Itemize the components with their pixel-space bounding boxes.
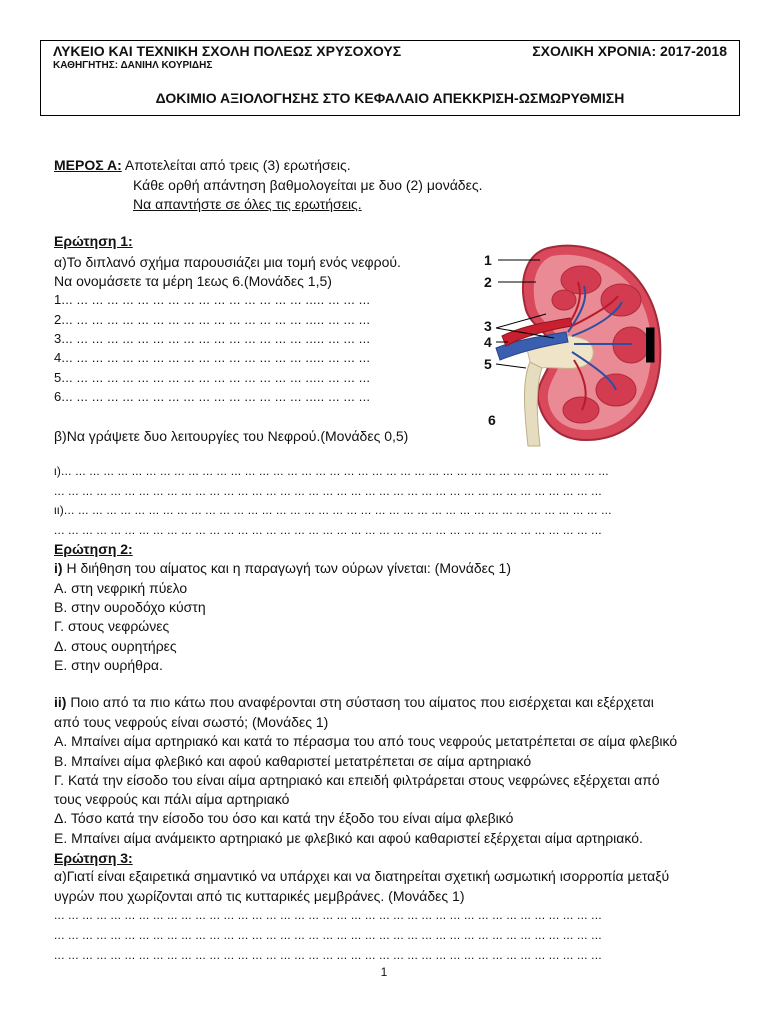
q2-ii-option-d[interactable]: Δ. Τόσο κατά την είσοδο του όσο και κατά την έξοδο του είναι αίμα φλεβικό	[54, 810, 514, 826]
q3-a-line1: α)Γιατί είναι εξαιρετικά σημαντικό να υπάρχει και να διατηρείται σχετική ωσμωτική ισορροπία μεταξύ	[54, 868, 670, 884]
q1-blank-5[interactable]: 5... ... ... ... ... ... ... ... ... ... ... ... ... ... ... ... ..... ... ... ...	[54, 370, 371, 385]
figure-label-5: 5	[484, 356, 492, 372]
school-year: ΣΧΟΛΙΚΗ ΧΡΟΝΙΑ: 2017-2018	[532, 43, 727, 59]
q2-ii-option-c-cont: τους νεφρούς και πάλι αίμα αρτηριακό	[54, 791, 290, 807]
q1-blank-2[interactable]: 2... ... ... ... ... ... ... ... ... ... ... ... ... ... ... ... ..... ... ... ...	[54, 312, 371, 327]
test-title: ΔΟΚΙΜΙΟ ΑΞΙΟΛΟΓΗΣΗΣ ΣΤΟ ΚΕΦΑΛΑΙΟ ΑΠΕΚΚΡΙΣΗ-ΩΣΜΩΡΥΘΜΙΣΗ	[155, 90, 625, 106]
figure-label-2: 2	[484, 274, 492, 290]
q1-blank-4[interactable]: 4... ... ... ... ... ... ... ... ... ... ... ... ... ... ... ... ..... ... ... ...	[54, 350, 371, 365]
q1-b-answer-ii[interactable]: ιι)... ... ... ... ... ... ... ... ... ... ... ... ... ... ... ... ... ... ... ... ... ... ... ... ... ... ... ... ... ... ... ... ... ... ... ... ... ... ...	[54, 503, 612, 517]
q2-ii-option-c[interactable]: Γ. Κατά την είσοδο του είναι αίμα αρτηριακό και επειδή φιλτράρεται στους νεφρώνες εξέρχεται από	[54, 772, 660, 788]
q3-title: Ερώτηση 3:	[54, 850, 133, 866]
q1-b-answer-i[interactable]: ι)... ... ... ... ... ... ... ... ... ... ... ... ... ... ... ... ... ... ... ... ... ... ... ... ... ... ... ... ... ... ... ... ... ... ... ... ... ... ...	[54, 464, 609, 478]
figure-label-3: 3	[484, 318, 492, 334]
part-a-line3: Να απαντήστε σε όλες τις ερωτήσεις.	[133, 196, 362, 212]
q2-ii-question	[54, 694, 654, 710]
q2-i-text: Η διήθηση του αίματος και η παραγωγή των ούρων γίνεται: (Μονάδες 1)	[62, 560, 511, 576]
figure-label-4: 4	[484, 334, 492, 350]
q3-blank-2[interactable]: ... ... ... ... ... ... ... ... ... ... ... ... ... ... ... ... ... ... ... ... ... ... ... ... ... ... ... ... ... ... ... ... ... ... ... ... ... ... ...	[54, 928, 602, 942]
q2-i-option-b[interactable]: Β. στην ουροδόχο κύστη	[54, 599, 206, 615]
q1-blank-6[interactable]: 6... ... ... ... ... ... ... ... ... ... ... ... ... ... ... ... ..... ... ... ...	[54, 389, 371, 404]
q1-a-line2: Να ονομάσετε τα μέρη 1εως 6.(Μονάδες 1,5)	[54, 273, 332, 289]
part-a-line1: Αποτελείται από τρεις (3) ερωτήσεις.	[121, 157, 351, 173]
q1-b-answer-ii-cont[interactable]: ... ... ... ... ... ... ... ... ... ... ... ... ... ... ... ... ... ... ... ... ... ... ... ... ... ... ... ... ... ... ... ... ... ... ... ... ... ... ...	[54, 523, 602, 537]
q3-a-line2: υγρών που χωρίζονται από τις κυτταρικές μεμβράνες. (Μονάδες 1)	[54, 888, 465, 904]
q2-i-option-e[interactable]: Ε. στην ουρήθρα.	[54, 657, 163, 673]
q3-blank-3[interactable]: ... ... ... ... ... ... ... ... ... ... ... ... ... ... ... ... ... ... ... ... ... ... ... ... ... ... ... ... ... ... ... ... ... ... ... ... ... ... ...	[54, 948, 602, 962]
q2-i-option-c[interactable]: Γ. στους νεφρώνες	[54, 618, 170, 634]
part-a-intro	[54, 157, 351, 173]
school-name: ΛΥΚΕΙΟ ΚΑΙ ΤΕΧΝΙΚΗ ΣΧΟΛΗ ΠΟΛΕΩΣ ΧΡΥΣΟΧΟΥΣ	[53, 43, 402, 59]
q1-blank-3[interactable]: 3... ... ... ... ... ... ... ... ... ... ... ... ... ... ... ... ..... ... ... ...	[54, 331, 371, 346]
q2-title: Ερώτηση 2:	[54, 541, 133, 557]
q3-blank-1[interactable]: ... ... ... ... ... ... ... ... ... ... ... ... ... ... ... ... ... ... ... ... ... ... ... ... ... ... ... ... ... ... ... ... ... ... ... ... ... ... ...	[54, 908, 602, 922]
part-a-label: ΜΕΡΟΣ Α:	[54, 157, 122, 173]
q1-blank-1[interactable]: 1... ... ... ... ... ... ... ... ... ... ... ... ... ... ... ... ..... ... ... ...	[54, 292, 371, 307]
teacher-name: ΚΑΘΗΓΗΤΗΣ: ΔΑΝΙΗΛ ΚΟΥΡΙΔΗΣ	[53, 60, 213, 71]
q1-title: Ερώτηση 1:	[54, 233, 133, 249]
q2-i-option-a[interactable]: Α. στη νεφρική πύελο	[54, 580, 188, 596]
figure-label-1: 1	[484, 252, 492, 268]
q2-ii-text1: Ποιο από τα πιο κάτω που αναφέρονται στη σύσταση του αίματος που εισέρχεται και εξέρχεται	[66, 694, 654, 710]
figure-label-6: 6	[488, 412, 496, 428]
q2-i-question	[54, 560, 511, 576]
part-a-line2: Κάθε ορθή απάντηση βαθμολογείται με δυο (2) μονάδες.	[133, 177, 483, 193]
q2-ii-prefix: ii)	[54, 694, 67, 710]
q2-ii-text2: από τους νεφρούς είναι σωστό; (Μονάδες 1)	[54, 714, 329, 730]
q1-b-line: β)Να γράψετε δυο λειτουργίες του Νεφρού.(Μονάδες 0,5)	[54, 428, 409, 444]
q2-i-option-d[interactable]: Δ. στους ουρητήρες	[54, 638, 177, 654]
q1-b-answer-i-cont[interactable]: ... ... ... ... ... ... ... ... ... ... ... ... ... ... ... ... ... ... ... ... ... ... ... ... ... ... ... ... ... ... ... ... ... ... ... ... ... ... ...	[54, 484, 602, 498]
q2-ii-option-b[interactable]: Β. Μπαίνει αίμα φλεβικό και αφού καθαριστεί μετατρέπεται σε αίμα αρτηριακό	[54, 753, 532, 769]
q1-a-line1: α)Το διπλανό σχήμα παρουσιάζει μια τομή ενός νεφρού.	[54, 254, 401, 270]
q2-ii-option-a[interactable]: Α. Μπαίνει αίμα αρτηριακό και κατά το πέρασμα του από τους νεφρούς μετατρέπεται σε αίμα φλεβικό	[54, 733, 678, 749]
kidney-figure	[456, 240, 676, 450]
page-number: 1	[380, 965, 388, 979]
q2-ii-option-e[interactable]: Ε. Μπαίνει αίμα ανάμεικτο αρτηριακό με φλεβικό και αφού καθαριστεί εξέρχεται αίμα αρτηριακό.	[54, 830, 643, 846]
q2-i-prefix: i)	[54, 560, 63, 576]
header-box	[40, 40, 740, 116]
